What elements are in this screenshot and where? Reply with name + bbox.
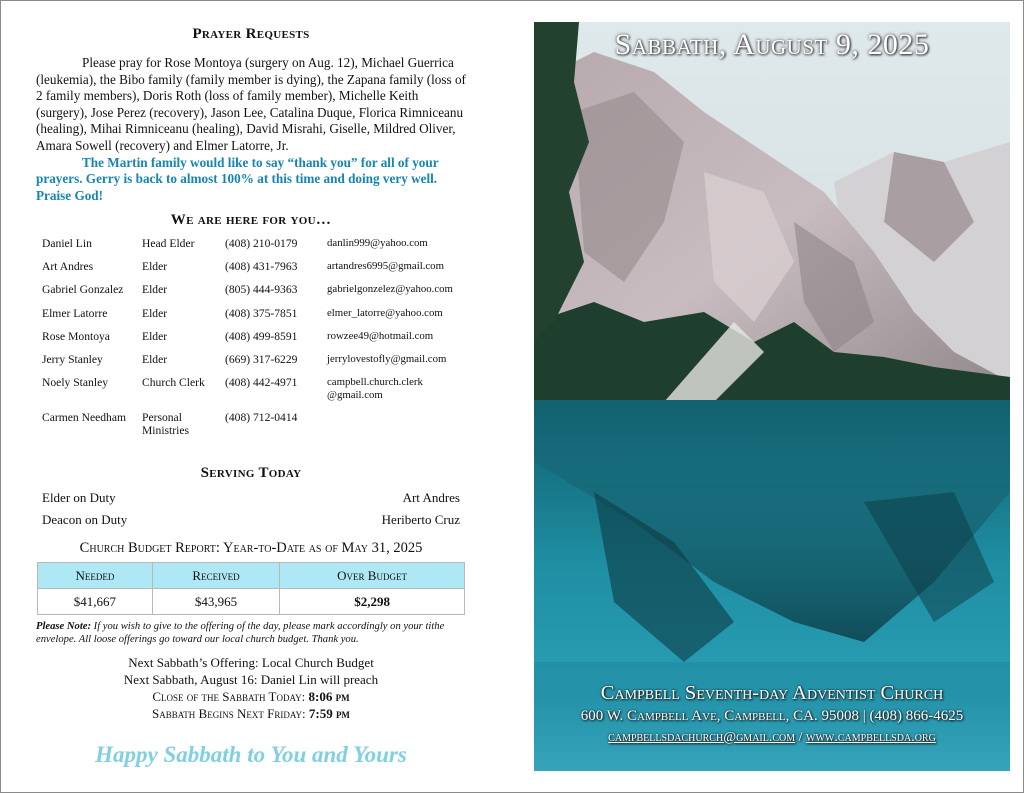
contact-role: Elder xyxy=(142,330,168,344)
thank-you-note: The Martin family would like to say “thank you” for all of your prayers. Gerry is back to almost 100% at this time and doing very well. Praise God! xyxy=(36,154,439,203)
contact-name: Carmen Needham xyxy=(42,411,127,425)
budget-over-value: $2,298 xyxy=(280,589,465,615)
contact-role: Church Clerk xyxy=(142,376,205,390)
church-email-link[interactable]: campbellsdachurch@gmail.com xyxy=(608,730,796,745)
contact-name: Rose Montoya xyxy=(42,330,110,344)
contact-email: elmer_latorre@yahoo.com xyxy=(327,307,443,320)
budget-received-value: $43,965 xyxy=(152,589,279,615)
contact-email: gabrielgonzelez@yahoo.com xyxy=(327,283,453,296)
contact-role: Elder xyxy=(142,260,168,274)
contact-email: artandres6995@gmail.com xyxy=(327,260,444,273)
cover-date-title: Sabbath, August 9, 2025 xyxy=(614,28,930,61)
offering-note-text: If you wish to give to the offering of the day, please mark accordingly on your tithe envelope. All loose offerings go toward our local church budget. Thank you. xyxy=(36,621,445,646)
deacon-on-duty-row xyxy=(36,512,466,534)
sabbath-begin-line xyxy=(36,705,466,722)
contact-email: rowzee49@hotmail.com xyxy=(327,330,434,343)
budget-header-over-budget: Over Budget xyxy=(280,563,465,589)
serving-today-heading: Serving Today xyxy=(200,465,302,482)
announcements xyxy=(36,654,466,722)
contacts-heading: We are here for you… xyxy=(170,212,332,229)
budget-header-needed: Needed xyxy=(38,563,153,589)
sabbath-close-time: 8:06 pm xyxy=(308,689,350,705)
budget-report-title: Church Budget Report: Year-to-Date as of May 31, 2025 xyxy=(79,540,423,557)
church-name: Campbell Seventh-day Adventist Church xyxy=(600,682,944,704)
offering-note xyxy=(36,620,466,646)
contact-name: Gabriel Gonzalez xyxy=(42,283,124,297)
contact-phone: (408) 431-7963 xyxy=(225,260,298,274)
contact-phone: (669) 317-6229 xyxy=(225,353,298,367)
contact-email: danlin999@yahoo.com xyxy=(327,237,428,250)
contact-phone: (408) 375-7851 xyxy=(225,307,298,321)
contact-phone: (408) 442-4971 xyxy=(225,376,298,390)
contact-name: Art Andres xyxy=(42,260,94,274)
contact-name: Elmer Latorre xyxy=(42,307,108,321)
contact-role: Personal Ministries xyxy=(142,411,190,438)
contact-phone: (408) 210-0179 xyxy=(225,237,298,251)
contact-role: Elder xyxy=(142,283,168,297)
deacon-on-duty-name: Heriberto Cruz xyxy=(381,512,460,528)
budget-table xyxy=(37,562,465,615)
contact-name: Noely Stanley xyxy=(42,376,109,390)
next-offering: Next Sabbath’s Offering: Local Church Budget xyxy=(128,655,374,671)
deacon-on-duty-label: Deacon on Duty xyxy=(42,512,128,528)
bulletin-left-panel xyxy=(36,26,466,768)
contact-email: jerrylovestofly@gmail.com xyxy=(327,353,447,366)
budget-value-row xyxy=(38,589,465,615)
contact-phone: (408) 499-8591 xyxy=(225,330,298,344)
contact-role: Elder xyxy=(142,353,168,367)
contact-name: Daniel Lin xyxy=(42,237,92,251)
contact-email: campbell.church.clerk @gmail.com xyxy=(327,376,423,402)
elder-on-duty-name: Art Andres xyxy=(402,490,460,506)
contact-name: Jerry Stanley xyxy=(42,353,103,367)
mountain-lake-photo xyxy=(534,22,1010,771)
elder-on-duty-row xyxy=(36,490,466,512)
sabbath-close-label: Close of the Sabbath Today: xyxy=(152,689,306,705)
cover-panel xyxy=(534,22,1010,771)
contacts-table xyxy=(36,233,466,455)
church-address: 600 W. Campbell Ave, Campbell, CA. 95008 | (408) 866-4625 xyxy=(580,708,964,724)
contact-phone: (805) 444-9363 xyxy=(225,283,298,297)
budget-needed-value: $41,667 xyxy=(38,589,153,615)
contact-role: Head Elder xyxy=(142,237,195,251)
budget-header-received: Received xyxy=(152,563,279,589)
elder-on-duty-label: Elder on Duty xyxy=(42,490,116,506)
next-preacher: Next Sabbath, August 16: Daniel Lin will preach xyxy=(123,672,379,688)
prayer-requests-heading: Prayer Requests xyxy=(192,26,310,42)
contact-phone: (408) 712-0414 xyxy=(225,411,298,425)
sabbath-close-line xyxy=(36,688,466,705)
links-separator: / xyxy=(798,730,803,745)
contact-role: Elder xyxy=(142,307,168,321)
offering-note-label: Please Note: xyxy=(36,621,92,633)
church-website-link[interactable]: www.campbellsda.org xyxy=(806,730,936,745)
prayer-requests-text: Please pray for Rose Montoya (surgery on Aug. 12), Michael Guerrica (leukemia), the Bibo family (family member is dying), the Zapana family (loss of 2 family members), Doris Roth (loss of family member), Michelle Keith (surgery), Jose Perez (recovery), Jason Lee, Catalina Duque, Florica Rimniceanu (healing), Mihai Rimniceanu (healing), David Misrahi, Giselle, Mildred Oliver, Amara Sowell (recovery) and Elmer Latorre, Jr. xyxy=(36,55,466,153)
church-links xyxy=(534,730,1010,746)
budget-header-row xyxy=(38,563,465,589)
closing-greeting: Happy Sabbath to You and Yours xyxy=(95,742,407,768)
sabbath-begin-time: 7:59 pm xyxy=(308,706,350,722)
sabbath-begin-label: Sabbath Begins Next Friday: xyxy=(152,706,306,722)
